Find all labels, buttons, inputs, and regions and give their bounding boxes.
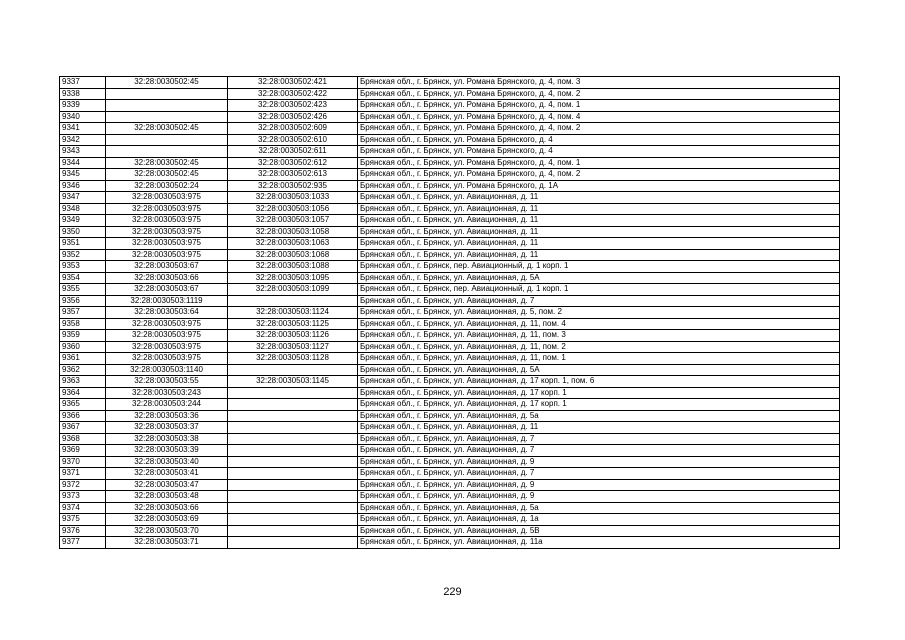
row-number-cell: 9337 (60, 77, 106, 89)
row-number-cell: 9357 (60, 307, 106, 319)
table-row (60, 376, 840, 388)
row-number-cell: 9349 (60, 215, 106, 227)
table-row (60, 100, 840, 112)
address-cell: Брянская обл., г. Брянск, ул. Авиационная, д. 1а (358, 514, 840, 526)
address-cell: Брянская обл., г. Брянск, ул. Романа Брянского, д. 4, пом. 3 (358, 77, 840, 89)
object-cadastral-cell (228, 422, 358, 434)
parcel-cadastral-cell: 32:28:0030503:975 (106, 341, 228, 353)
address-cell: Брянская обл., г. Брянск, ул. Романа Брянского, д. 4, пом. 1 (358, 157, 840, 169)
row-number-cell: 9369 (60, 445, 106, 457)
table-row (60, 410, 840, 422)
address-cell: Брянская обл., г. Брянск, ул. Авиационная, д. 17 корп. 1 (358, 387, 840, 399)
object-cadastral-cell (228, 479, 358, 491)
object-cadastral-cell: 32:28:0030502:421 (228, 77, 358, 89)
table-row (60, 295, 840, 307)
page-number: 229 (443, 586, 462, 598)
object-cadastral-cell: 32:28:0030502:610 (228, 134, 358, 146)
parcel-cadastral-cell: 32:28:0030503:36 (106, 410, 228, 422)
row-number-cell: 9345 (60, 169, 106, 181)
parcel-cadastral-cell: 32:28:0030503:975 (106, 330, 228, 342)
parcel-cadastral-cell: 32:28:0030503:975 (106, 226, 228, 238)
table-row (60, 468, 840, 480)
object-cadastral-cell: 32:28:0030503:1127 (228, 341, 358, 353)
object-cadastral-cell: 32:28:0030503:1063 (228, 238, 358, 250)
parcel-cadastral-cell: 32:28:0030503:975 (106, 203, 228, 215)
address-cell: Брянская обл., г. Брянск, ул. Авиационная, д. 5А (358, 364, 840, 376)
row-number-cell: 9372 (60, 479, 106, 491)
object-cadastral-cell: 32:28:0030502:426 (228, 111, 358, 123)
address-cell: Брянская обл., г. Брянск, ул. Авиационная, д. 7 (358, 295, 840, 307)
object-cadastral-cell (228, 399, 358, 411)
row-number-cell: 9370 (60, 456, 106, 468)
parcel-cadastral-cell: 32:28:0030503:975 (106, 215, 228, 227)
parcel-cadastral-cell: 32:28:0030502:45 (106, 169, 228, 181)
parcel-cadastral-cell: 32:28:0030502:45 (106, 123, 228, 135)
address-cell: Брянская обл., г. Брянск, ул. Романа Брянского, д. 4, пом. 4 (358, 111, 840, 123)
row-number-cell: 9361 (60, 353, 106, 365)
row-number-cell: 9371 (60, 468, 106, 480)
parcel-cadastral-cell: 32:28:0030503:67 (106, 284, 228, 296)
row-number-cell: 9354 (60, 272, 106, 284)
address-cell: Брянская обл., г. Брянск, ул. Авиационная, д. 11 (358, 226, 840, 238)
parcel-cadastral-cell: 32:28:0030502:45 (106, 77, 228, 89)
address-cell: Брянская обл., г. Брянск, ул. Авиационная, д. 11 (358, 249, 840, 261)
row-number-cell: 9341 (60, 123, 106, 135)
parcel-cadastral-cell: 32:28:0030503:66 (106, 272, 228, 284)
object-cadastral-cell: 32:28:0030503:1088 (228, 261, 358, 273)
parcel-cadastral-cell: 32:28:0030503:975 (106, 353, 228, 365)
table-row (60, 111, 840, 123)
address-cell: Брянская обл., г. Брянск, ул. Романа Брянского, д. 4 (358, 134, 840, 146)
table-row (60, 502, 840, 514)
registry-table-body (60, 77, 840, 549)
object-cadastral-cell: 32:28:0030502:423 (228, 100, 358, 112)
row-number-cell: 9340 (60, 111, 106, 123)
object-cadastral-cell (228, 525, 358, 537)
table-row (60, 387, 840, 399)
row-number-cell: 9343 (60, 146, 106, 158)
table-row (60, 134, 840, 146)
address-cell: Брянская обл., г. Брянск, ул. Авиационная, д. 11а (358, 537, 840, 549)
address-cell: Брянская обл., г. Брянск, ул. Романа Брянского, д. 4, пом. 2 (358, 169, 840, 181)
table-row (60, 491, 840, 503)
parcel-cadastral-cell: 32:28:0030503:975 (106, 318, 228, 330)
object-cadastral-cell: 32:28:0030503:1126 (228, 330, 358, 342)
object-cadastral-cell (228, 468, 358, 480)
object-cadastral-cell: 32:28:0030502:609 (228, 123, 358, 135)
address-cell: Брянская обл., г. Брянск, ул. Авиационная, д. 7 (358, 445, 840, 457)
table-row (60, 479, 840, 491)
object-cadastral-cell: 32:28:0030503:1058 (228, 226, 358, 238)
parcel-cadastral-cell: 32:28:0030503:67 (106, 261, 228, 273)
object-cadastral-cell (228, 387, 358, 399)
object-cadastral-cell: 32:28:0030503:1057 (228, 215, 358, 227)
table-row (60, 215, 840, 227)
table-row (60, 77, 840, 89)
address-cell: Брянская обл., г. Брянск, ул. Романа Брянского, д. 4, пом. 1 (358, 100, 840, 112)
row-number-cell: 9338 (60, 88, 106, 100)
table-row (60, 249, 840, 261)
object-cadastral-cell (228, 491, 358, 503)
row-number-cell: 9374 (60, 502, 106, 514)
row-number-cell: 9367 (60, 422, 106, 434)
object-cadastral-cell (228, 295, 358, 307)
table-row (60, 330, 840, 342)
parcel-cadastral-cell: 32:28:0030503:975 (106, 192, 228, 204)
address-cell: Брянская обл., г. Брянск, ул. Авиационная, д. 7 (358, 433, 840, 445)
row-number-cell: 9339 (60, 100, 106, 112)
address-cell: Брянская обл., г. Брянск, ул. Авиационная, д. 9 (358, 491, 840, 503)
table-row (60, 226, 840, 238)
parcel-cadastral-cell (106, 146, 228, 158)
address-cell: Брянская обл., г. Брянск, ул. Авиационная, д. 5а (358, 410, 840, 422)
row-number-cell: 9353 (60, 261, 106, 273)
object-cadastral-cell (228, 514, 358, 526)
row-number-cell: 9358 (60, 318, 106, 330)
object-cadastral-cell: 32:28:0030502:935 (228, 180, 358, 192)
parcel-cadastral-cell: 32:28:0030503:244 (106, 399, 228, 411)
object-cadastral-cell: 32:28:0030503:1068 (228, 249, 358, 261)
row-number-cell: 9347 (60, 192, 106, 204)
address-cell: Брянская обл., г. Брянск, ул. Авиационная, д. 11 (358, 238, 840, 250)
row-number-cell: 9364 (60, 387, 106, 399)
parcel-cadastral-cell: 32:28:0030503:975 (106, 238, 228, 250)
table-row (60, 525, 840, 537)
address-cell: Брянская обл., г. Брянск, ул. Авиационная, д. 5, пом. 2 (358, 307, 840, 319)
table-row (60, 261, 840, 273)
object-cadastral-cell: 32:28:0030503:1145 (228, 376, 358, 388)
table-row (60, 307, 840, 319)
row-number-cell: 9348 (60, 203, 106, 215)
address-cell: Брянская обл., г. Брянск, ул. Авиационная, д. 17 корп. 1 (358, 399, 840, 411)
parcel-cadastral-cell (106, 134, 228, 146)
address-cell: Брянская обл., г. Брянск, ул. Авиационная, д. 5А (358, 272, 840, 284)
row-number-cell: 9351 (60, 238, 106, 250)
parcel-cadastral-cell: 32:28:0030503:41 (106, 468, 228, 480)
address-cell: Брянская обл., г. Брянск, ул. Авиационная, д. 11, пом. 2 (358, 341, 840, 353)
row-number-cell: 9376 (60, 525, 106, 537)
parcel-cadastral-cell: 32:28:0030503:243 (106, 387, 228, 399)
parcel-cadastral-cell: 32:28:0030503:70 (106, 525, 228, 537)
object-cadastral-cell: 32:28:0030503:1124 (228, 307, 358, 319)
parcel-cadastral-cell: 32:28:0030502:24 (106, 180, 228, 192)
address-cell: Брянская обл., г. Брянск, ул. Авиационная, д. 5а (358, 502, 840, 514)
object-cadastral-cell: 32:28:0030503:1033 (228, 192, 358, 204)
table-row (60, 88, 840, 100)
row-number-cell: 9359 (60, 330, 106, 342)
object-cadastral-cell (228, 537, 358, 549)
object-cadastral-cell (228, 433, 358, 445)
table-row (60, 456, 840, 468)
row-number-cell: 9355 (60, 284, 106, 296)
address-cell: Брянская обл., г. Брянск, ул. Авиационная, д. 7 (358, 468, 840, 480)
object-cadastral-cell: 32:28:0030503:1095 (228, 272, 358, 284)
address-cell: Брянская обл., г. Брянск, пер. Авиационный, д. 1 корп. 1 (358, 284, 840, 296)
parcel-cadastral-cell: 32:28:0030503:40 (106, 456, 228, 468)
parcel-cadastral-cell: 32:28:0030503:47 (106, 479, 228, 491)
object-cadastral-cell (228, 445, 358, 457)
address-cell: Брянская обл., г. Брянск, ул. Авиационная, д. 11 (358, 203, 840, 215)
parcel-cadastral-cell: 32:28:0030503:975 (106, 249, 228, 261)
object-cadastral-cell (228, 456, 358, 468)
row-number-cell: 9362 (60, 364, 106, 376)
address-cell: Брянская обл., г. Брянск, ул. Авиационная, д. 11 (358, 422, 840, 434)
table-row (60, 318, 840, 330)
table-row (60, 238, 840, 250)
parcel-cadastral-cell: 32:28:0030503:71 (106, 537, 228, 549)
table-row (60, 123, 840, 135)
table-row (60, 272, 840, 284)
row-number-cell: 9350 (60, 226, 106, 238)
object-cadastral-cell: 32:28:0030503:1125 (228, 318, 358, 330)
row-number-cell: 9377 (60, 537, 106, 549)
table-row (60, 364, 840, 376)
address-cell: Брянская обл., г. Брянск, ул. Авиационная, д. 9 (358, 456, 840, 468)
table-row (60, 157, 840, 169)
object-cadastral-cell (228, 364, 358, 376)
address-cell: Брянская обл., г. Брянск, ул. Авиационная, д. 5В (358, 525, 840, 537)
row-number-cell: 9346 (60, 180, 106, 192)
address-cell: Брянская обл., г. Брянск, ул. Авиационная, д. 11, пом. 3 (358, 330, 840, 342)
parcel-cadastral-cell: 32:28:0030503:37 (106, 422, 228, 434)
table-row (60, 445, 840, 457)
object-cadastral-cell: 32:28:0030502:612 (228, 157, 358, 169)
parcel-cadastral-cell: 32:28:0030503:38 (106, 433, 228, 445)
object-cadastral-cell (228, 410, 358, 422)
row-number-cell: 9373 (60, 491, 106, 503)
address-cell: Брянская обл., г. Брянск, ул. Романа Брянского, д. 4, пом. 2 (358, 88, 840, 100)
address-cell: Брянская обл., г. Брянск, ул. Авиационная, д. 17 корп. 1, пом. 6 (358, 376, 840, 388)
object-cadastral-cell: 32:28:0030502:613 (228, 169, 358, 181)
row-number-cell: 9356 (60, 295, 106, 307)
table-row (60, 399, 840, 411)
parcel-cadastral-cell (106, 100, 228, 112)
table-row (60, 192, 840, 204)
address-cell: Брянская обл., г. Брянск, ул. Авиационная, д. 11, пом. 4 (358, 318, 840, 330)
row-number-cell: 9366 (60, 410, 106, 422)
address-cell: Брянская обл., г. Брянск, ул. Авиационная, д. 9 (358, 479, 840, 491)
row-number-cell: 9352 (60, 249, 106, 261)
parcel-cadastral-cell: 32:28:0030503:1140 (106, 364, 228, 376)
table-row (60, 353, 840, 365)
object-cadastral-cell: 32:28:0030503:1099 (228, 284, 358, 296)
table-row (60, 146, 840, 158)
parcel-cadastral-cell: 32:28:0030503:69 (106, 514, 228, 526)
registry-table (59, 76, 840, 549)
address-cell: Брянская обл., г. Брянск, ул. Авиационная, д. 11 (358, 215, 840, 227)
row-number-cell: 9342 (60, 134, 106, 146)
table-row (60, 433, 840, 445)
row-number-cell: 9360 (60, 341, 106, 353)
table-row (60, 284, 840, 296)
table-row (60, 537, 840, 549)
parcel-cadastral-cell: 32:28:0030502:45 (106, 157, 228, 169)
table-row (60, 180, 840, 192)
parcel-cadastral-cell: 32:28:0030503:66 (106, 502, 228, 514)
object-cadastral-cell: 32:28:0030503:1128 (228, 353, 358, 365)
object-cadastral-cell: 32:28:0030502:611 (228, 146, 358, 158)
address-cell: Брянская обл., г. Брянск, пер. Авиационный, д. 1 корп. 1 (358, 261, 840, 273)
parcel-cadastral-cell: 32:28:0030503:64 (106, 307, 228, 319)
parcel-cadastral-cell: 32:28:0030503:55 (106, 376, 228, 388)
address-cell: Брянская обл., г. Брянск, ул. Авиационная, д. 11, пом. 1 (358, 353, 840, 365)
object-cadastral-cell: 32:28:0030502:422 (228, 88, 358, 100)
address-cell: Брянская обл., г. Брянск, ул. Романа Брянского, д. 4, пом. 2 (358, 123, 840, 135)
row-number-cell: 9368 (60, 433, 106, 445)
table-row (60, 169, 840, 181)
table-row (60, 514, 840, 526)
table-row (60, 422, 840, 434)
parcel-cadastral-cell (106, 111, 228, 123)
table-row (60, 341, 840, 353)
table-row (60, 203, 840, 215)
row-number-cell: 9363 (60, 376, 106, 388)
address-cell: Брянская обл., г. Брянск, ул. Романа Брянского, д. 1А (358, 180, 840, 192)
parcel-cadastral-cell: 32:28:0030503:39 (106, 445, 228, 457)
object-cadastral-cell: 32:28:0030503:1056 (228, 203, 358, 215)
object-cadastral-cell (228, 502, 358, 514)
parcel-cadastral-cell: 32:28:0030503:1119 (106, 295, 228, 307)
row-number-cell: 9365 (60, 399, 106, 411)
address-cell: Брянская обл., г. Брянск, ул. Романа Брянского, д. 4 (358, 146, 840, 158)
row-number-cell: 9375 (60, 514, 106, 526)
parcel-cadastral-cell (106, 88, 228, 100)
parcel-cadastral-cell: 32:28:0030503:48 (106, 491, 228, 503)
row-number-cell: 9344 (60, 157, 106, 169)
address-cell: Брянская обл., г. Брянск, ул. Авиационная, д. 11 (358, 192, 840, 204)
